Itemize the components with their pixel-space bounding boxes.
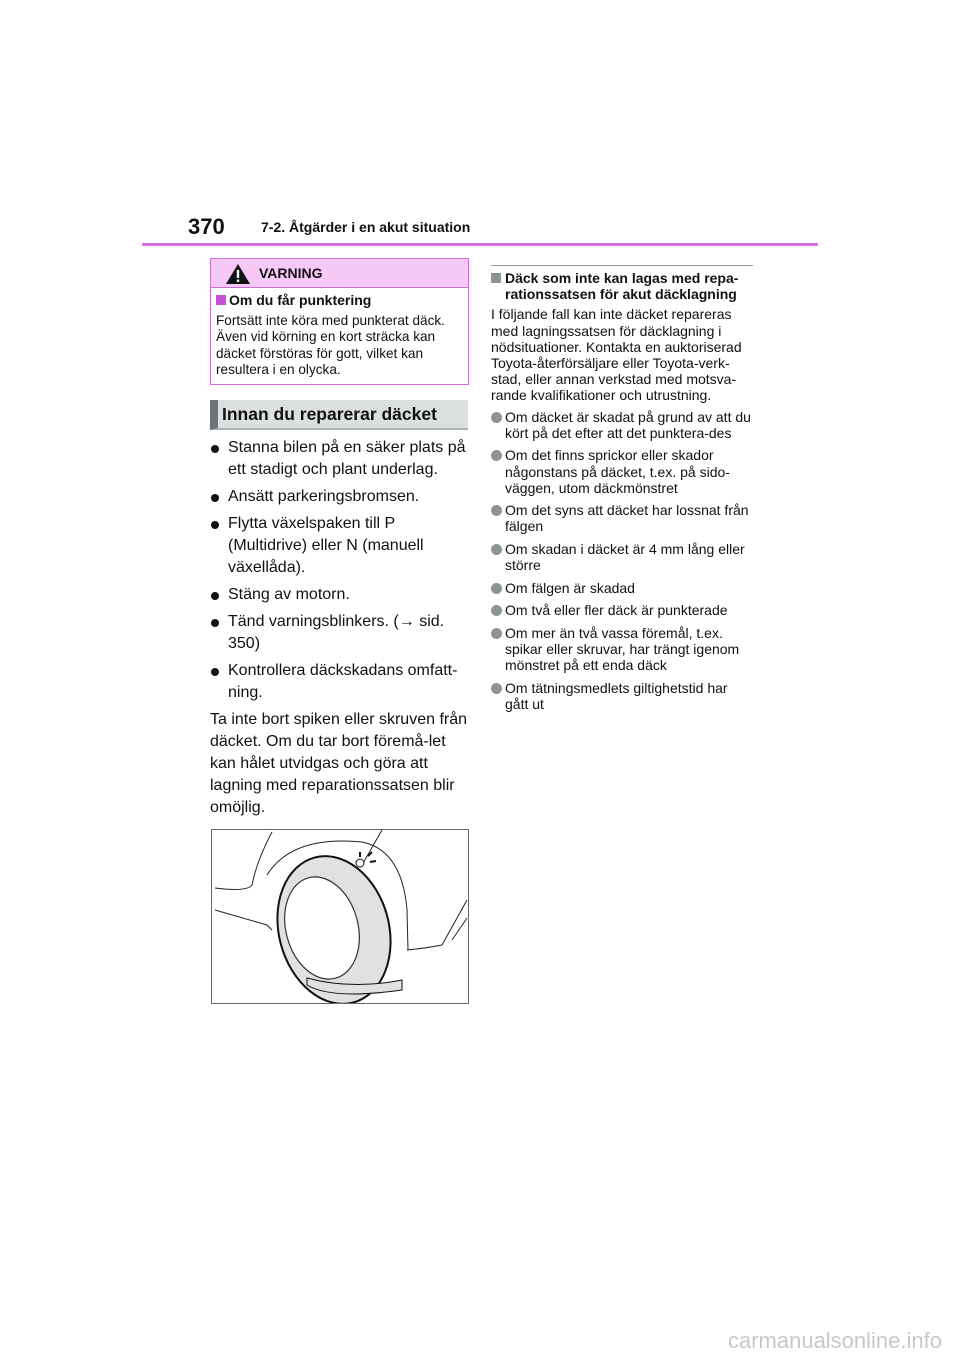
warning-body: Fortsätt inte köra med punkterat däck. Även vid körning en kort sträcka kan däcket förstöras för gott, vilket kan resultera i en olycka. [216, 313, 445, 377]
list-item: Om skadan i däcket är 4 mm lång eller större [491, 541, 753, 573]
list-item: Om fälgen är skadad [491, 580, 753, 596]
intro-paragraph: I följande fall kan inte däcket repareras med lagningssatsen för däcklagning i nödsituationer. Kontakta en auktoriserad Toyota-återförsäljare eller Toyota-verk-stad, eller annan verkstad med motsva-rande kvalifikationer och utrustning. [491, 306, 742, 404]
square-bullet-icon [216, 295, 226, 305]
left-column [210, 437, 472, 819]
list-item: Kontrollera däckskadans omfatt-ning. [210, 660, 472, 704]
warning-title: VARNING [259, 265, 323, 281]
list-item: Om däcket är skadat på grund av att du kört på det efter att det punktera-des [491, 409, 753, 441]
instruction-paragraph: Ta inte bort spiken eller skruven från däcket. Om du tar bort föremå-let kan hålet utvidgas och göra att lagning med reparationssatsen blir omöjlig. [210, 711, 468, 816]
list-item: Om två eller fler däck är punkterade [491, 602, 753, 618]
list-item: Tänd varningsblinkers. (→ sid. 350) [210, 611, 472, 655]
list-item: Stanna bilen på en säker plats på ett stadigt och plant underlag. [210, 437, 472, 481]
chapter-title: 7-2. Åtgärder i en akut situation [261, 219, 471, 235]
list-item: Stäng av motorn. [210, 584, 472, 606]
warning-subtitle-row [216, 292, 468, 308]
list-item: Om det finns sprickor eller skador någonstans på däcket, t.ex. på sido-väggen, utom däckmönstret [491, 447, 753, 496]
header-divider [142, 243, 818, 246]
warning-box [210, 258, 469, 385]
punctured-tire-icon [212, 830, 468, 1003]
warning-subtitle: Om du får punktering [229, 292, 372, 308]
list-item: Om tätningsmedlets giltighetstid har gått ut [491, 680, 753, 712]
page-number: 370 [188, 214, 225, 239]
list-item: Flytta växelspaken till P (Multidrive) eller N (manuell växellåda). [210, 513, 472, 579]
list-item: Ansätt parkeringsbromsen. [210, 486, 472, 508]
list-item: Om det syns att däcket har lossnat från fälgen [491, 502, 753, 534]
watermark: carmanualsonline.info [727, 1328, 942, 1353]
subsection-heading: Däck som inte kan lagas med repa-rationssatsen för akut däcklagning [491, 270, 753, 302]
list-item: Om mer än två vassa föremål, t.ex. spikar eller skruvar, har trängt igenom mönstret på ett enda däck [491, 625, 753, 674]
section-title: Innan du reparerar däcket [222, 404, 437, 424]
right-column [491, 265, 753, 718]
tire-illustration [211, 829, 469, 1004]
warning-triangle-icon [225, 263, 251, 285]
section-heading [210, 400, 468, 430]
warning-header [211, 259, 468, 288]
